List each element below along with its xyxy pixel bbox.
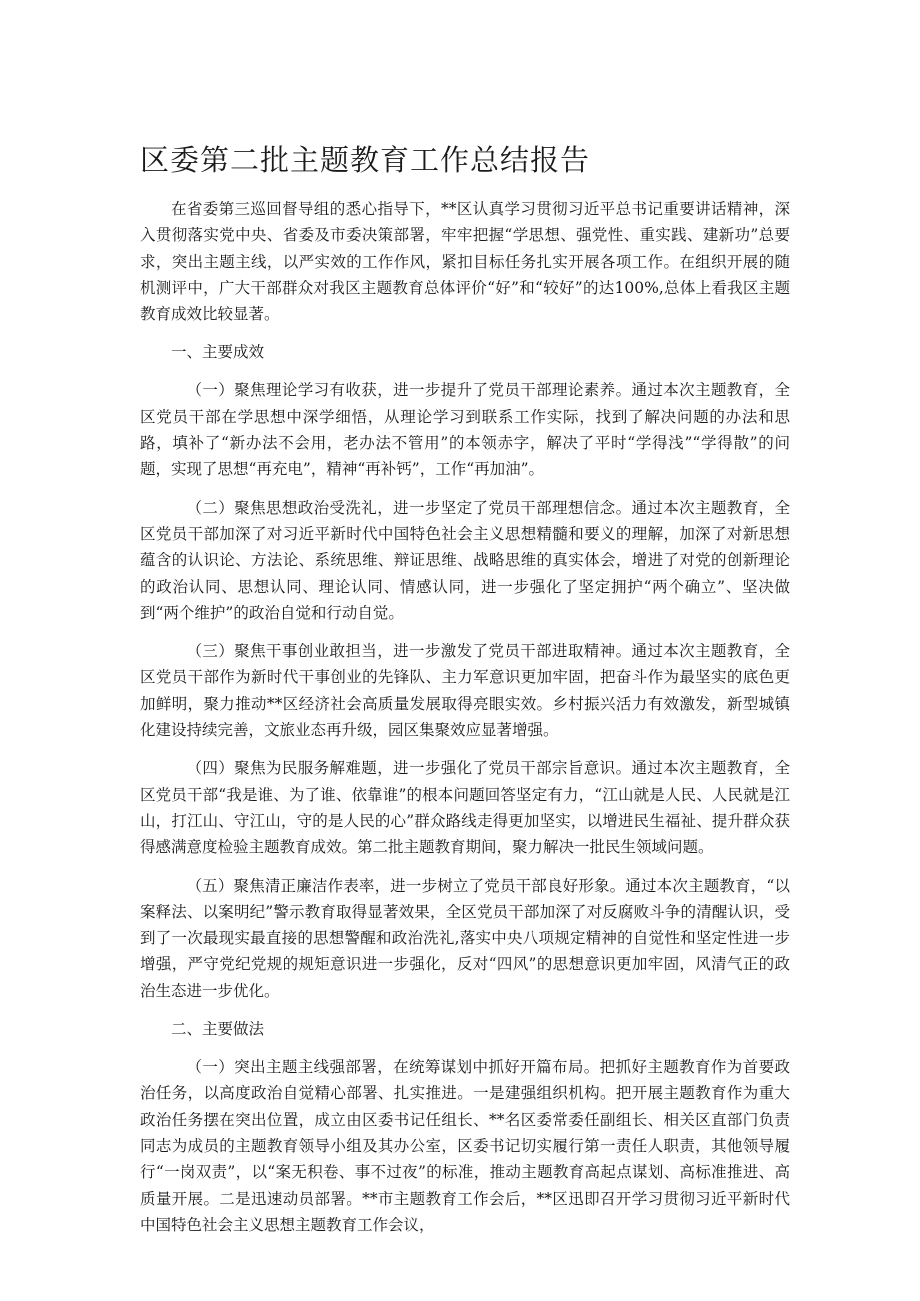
- achievement-item-3: （三）聚焦干事创业敢担当，进一步激发了党员干部进取精神。通过本次主题教育，全区党员干部作为新时代干事创业的先锋队、主力军意识更加牢固，把奋斗作为最坚实的底色更加鲜明，聚力推动**区经济社会高质量发展取得亮眼实效。乡村振兴活力有效激发，新型城镇化建设持续完善，文旅业态再升级，园区集聚效应显著增强。: [140, 642, 790, 740]
- achievement-item-5: （五）聚焦清正廉洁作表率，进一步树立了党员干部良好形象。通过本次主题教育，“以案释法、以案明纪”警示教育取得显著效果，全区党员干部加深了对反腐败斗争的清醒认识，受到了一次最现实最直接的思想警醒和政治洗礼,落实中央八项规定精神的自觉性和坚定性进一步增强，严守党纪党规的规矩意识进一步强化，反对“四风”的思想意识更加牢固，风清气正的政治生态进一步优化。: [140, 876, 790, 1000]
- section-heading-practices: 二、主要做法: [171, 1020, 265, 1039]
- achievement-item-4: （四）聚焦为民服务解难题，进一步强化了党员干部宗旨意识。通过本次主题教育，全区党员干部“我是谁、为了谁、依靠谁”的根本问题回答坚定有力，“江山就是人民、人民就是江山，打江山、守江山，守的是人民的心”群众路线走得更加坚实，以增进民生福祉、提升群众获得感满意度检验主题教育成效。第二批主题教育期间，聚力解决一批民生领域问题。: [140, 759, 790, 857]
- document-title: 区委第二批主题教育工作总结报告: [140, 143, 591, 177]
- section-heading-achievements: 一、主要成效: [171, 343, 265, 362]
- practice-item-1: （一）突出主题主线强部署，在统筹谋划中抓好开篇布局。把抓好主题教育作为首要政治任务，以高度政治自觉精心部署、扎实推进。一是建强组织机构。把开展主题教育作为重大政治任务摆在突出位置，成立由区委书记任组长、**名区委常委任副组长、相关区直部门负责同志为成员的主题教育领导小组及其办公室，区委书记切实履行第一责任人职责，其他领导履行“一岗双责”，以“案无积卷、事不过夜”的标准，推动主题教育高起点谋划、高标准推进、高质量开展。二是迅速动员部署。**市主题教育工作会后，**区迅即召开学习贯彻习近平新时代中国特色社会主义思想主题教育工作会议，: [140, 1058, 790, 1234]
- achievement-item-2: （二）聚焦思想政治受洗礼，进一步坚定了党员干部理想信念。通过本次主题教育，全区党员干部加深了对习近平新时代中国特色社会主义思想精髓和要义的理解，加深了对新思想蕴含的认识论、方法论、系统思维、辩证思维、战略思维的真实体会，增进了对党的创新理论的政治认同、思想认同、理论认同、情感认同，进一步强化了坚定拥护“两个确立”、坚决做到“两个维护”的政治自觉和行动自觉。: [140, 498, 790, 622]
- intro-paragraph: 在省委第三巡回督导组的悉心指导下，**区认真学习贯彻习近平总书记重要讲话精神，深入贯彻落实党中央、省委及市委决策部署，牢牢把握“学思想、强党性、重实践、建新功”总要求，突出主题主线，以严实效的工作作风，紧扣目标任务扎实开展各项工作。在组织开展的随机测评中，广大干部群众对我区主题教育总体评价“好”和“较好”的达100%,总体上看我区主题教育成效比较显著。: [140, 200, 790, 324]
- document-page: [140, 138, 790, 1250]
- achievement-item-1: （一）聚焦理论学习有收获，进一步提升了党员干部理论素养。通过本次主题教育，全区党员干部在学思想中深学细悟，从理论学习到联系工作实际，找到了解决问题的办法和思路，填补了“新办法不会用，老办法不管用”的本领赤字，解决了平时“学得浅”“学得散”的问题，实现了思想“再充电”，精神“再补钙”，工作“再加油”。: [140, 381, 790, 479]
